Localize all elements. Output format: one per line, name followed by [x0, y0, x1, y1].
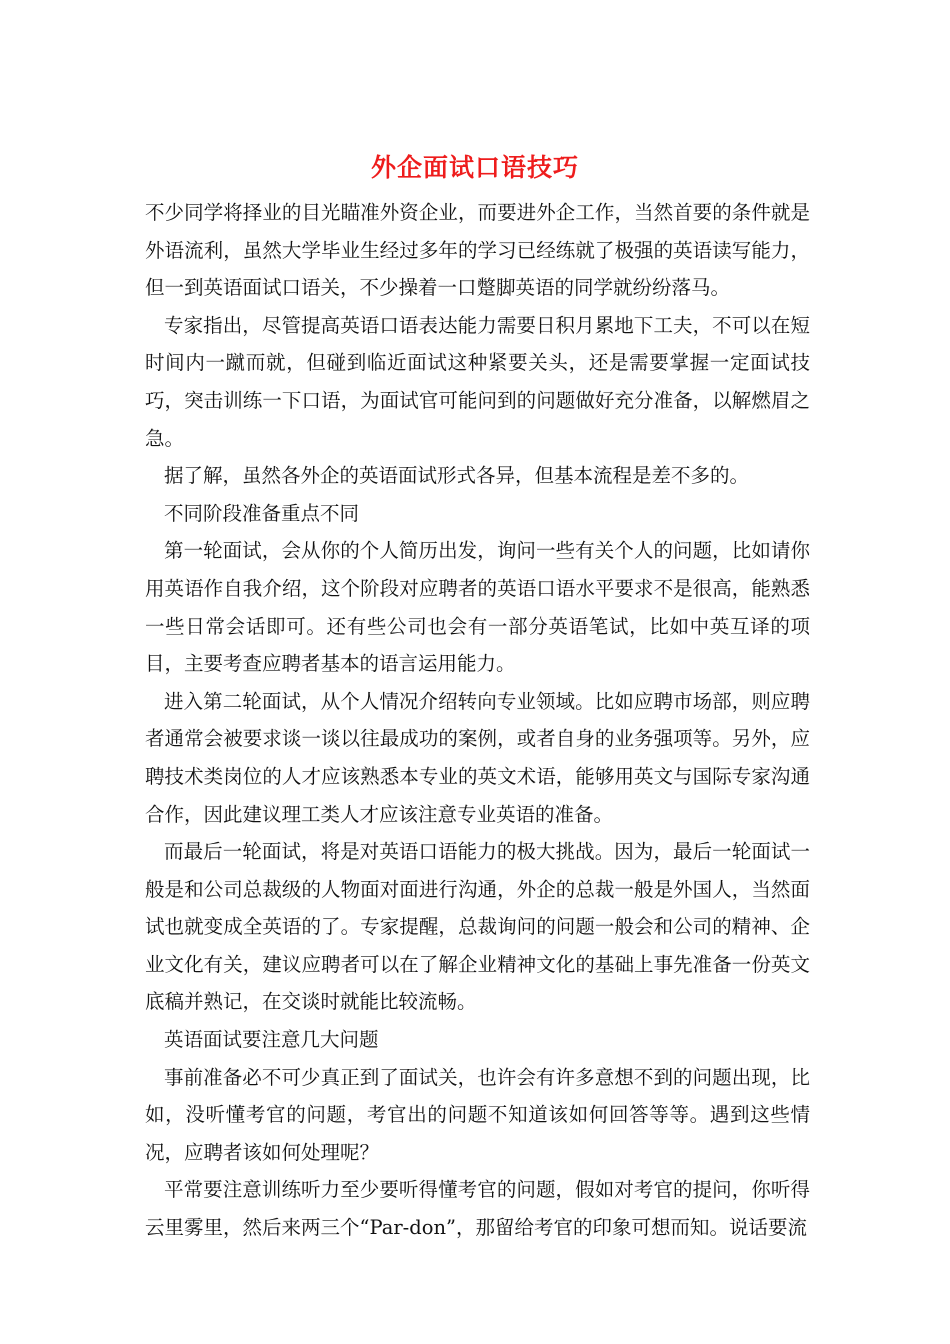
paragraph-listening: 平常要注意训练听力至少要听得懂考官的问题，假如对考官的提问，你听得云里雾里，然后来两三个“Par-don”，那留给考官的印象可想而知。说话要流	[145, 1178, 810, 1240]
paragraph-expert-advice: 专家指出，尽管提高英语口语表达能力需要日积月累地下工夫，不可以在短时间内一蹴而就，但碰到临近面试这种紧要关头，还是需要掌握一定面试技巧，突击训练一下口语，为面试官可能问到的问题做好充分准备，以解燃眉之急。	[145, 313, 810, 450]
paragraph-round-two: 进入第二轮面试，从个人情况介绍转向专业领域。比如应聘市场部，则应聘者通常会被要求谈一谈以往最成功的案例，或者自身的业务强项等。另外，应聘技术类岗位的人才应该熟悉本专业的英文术语，能够用英文与国际专家沟通合作，因此建议理工类人才应该注意专业英语的准备。	[145, 689, 810, 826]
document-body	[145, 194, 810, 1247]
section-heading-issues: 英语面试要注意几大问题	[164, 1028, 379, 1052]
paragraph-intro: 不少同学将择业的目光瞄准外资企业，而要进外企工作，当然首要的条件就是外语流利，虽然大学毕业生经过多年的学习已经练就了极强的英语读写能力，但一到英语面试口语关，不少操着一口蹩脚英语的同学就纷纷落马。	[145, 201, 810, 300]
document-title: 外企面试口语技巧	[370, 153, 579, 182]
section-heading-stages: 不同阶段准备重点不同	[164, 501, 360, 525]
paragraph-final-round: 而最后一轮面试，将是对英语口语能力的极大挑战。因为，最后一轮面试一般是和公司总裁级的人物面对面进行沟通，外企的总裁一般是外国人，当然面试也就变成全英语的了。专家提醒，总裁询问的问题一般会和公司的精神、企业文化有关，建议应聘者可以在了解企业精神文化的基础上事先准备一份英文底稿并熟记，在交谈时就能比较流畅。	[145, 840, 810, 1014]
paragraph-process: 据了解，虽然各外企的英语面试形式各异，但基本流程是差不多的。	[164, 464, 750, 488]
paragraph-preparation: 事前准备必不可少真正到了面试关，也许会有许多意想不到的问题出现，比如，没听懂考官的问题，考官出的问题不知道该如何回答等等。遇到这些情况，应聘者该如何处理呢？	[145, 1065, 810, 1164]
paragraph-round-one: 第一轮面试，会从你的个人简历出发，询问一些有关个人的问题，比如请你用英语作自我介绍，这个阶段对应聘者的英语口语水平要求不是很高，能熟悉一些日常会话即可。还有些公司也会有一部分英语笔试，比如中英互译的项目，主要考查应聘者基本的语言运用能力。	[145, 539, 810, 676]
